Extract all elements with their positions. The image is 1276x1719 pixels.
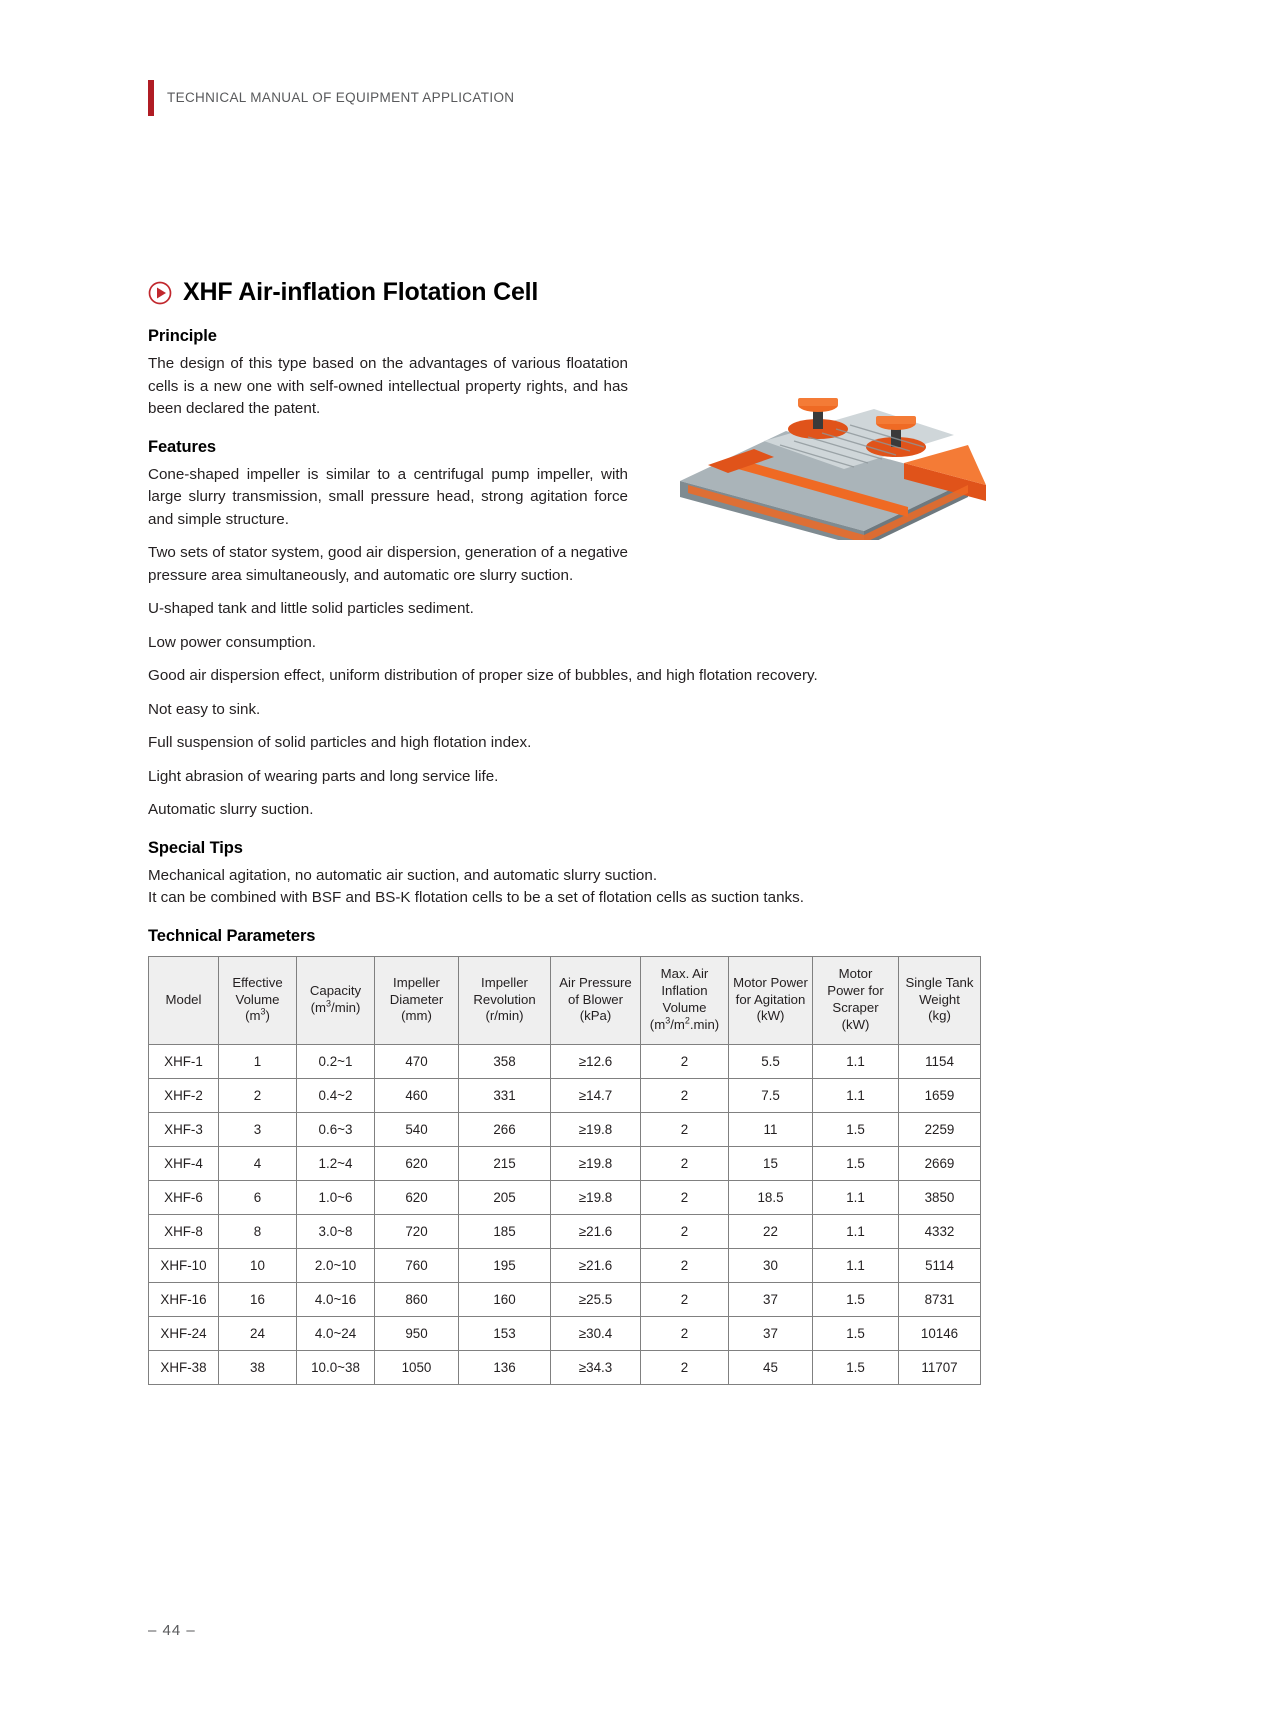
table-cell: 2 (641, 1180, 729, 1214)
principle-paragraph: The design of this type based on the advantages of various floatation cells is a new one with self-owned intellectual property rights, and has been declared the patent. (148, 355, 628, 417)
cell-model: XHF-4 (149, 1146, 219, 1180)
cell-model: XHF-2 (149, 1078, 219, 1112)
table-row (149, 1350, 981, 1384)
table-row (149, 1316, 981, 1350)
cell-model: XHF-24 (149, 1316, 219, 1350)
table-row (149, 1112, 981, 1146)
table-cell: 153 (459, 1316, 551, 1350)
table-cell: 18.5 (729, 1180, 813, 1214)
table-cell: 8731 (899, 1282, 981, 1316)
table-header-row (149, 956, 981, 1044)
table-cell: 2 (219, 1078, 297, 1112)
table-cell: 22 (729, 1214, 813, 1248)
cell-model: XHF-6 (149, 1180, 219, 1214)
section-title-row (148, 280, 1028, 305)
table-cell: 460 (375, 1078, 459, 1112)
table-cell: 4.0~24 (297, 1316, 375, 1350)
table-cell: 185 (459, 1214, 551, 1248)
cell-model: XHF-10 (149, 1248, 219, 1282)
column-header-impeller-revolution: Impeller Revolution (r/min) (459, 956, 551, 1044)
principle-heading: Principle (148, 327, 217, 345)
table-body (149, 1044, 981, 1384)
column-header-model: Model (149, 956, 219, 1044)
table-cell: 8 (219, 1214, 297, 1248)
table-cell: 540 (375, 1112, 459, 1146)
feature-item: Low power consumption. (148, 633, 316, 651)
table-cell: 1.1 (813, 1248, 899, 1282)
technical-parameters-heading: Technical Parameters (148, 926, 316, 945)
special-tips-heading: Special Tips (148, 838, 243, 857)
table-cell: 720 (375, 1214, 459, 1248)
table-cell: 2 (641, 1214, 729, 1248)
table-cell: 331 (459, 1078, 551, 1112)
table-cell: 15 (729, 1146, 813, 1180)
table-cell: 2 (641, 1248, 729, 1282)
table-cell: 3850 (899, 1180, 981, 1214)
table-cell: 195 (459, 1248, 551, 1282)
table-cell: 2 (641, 1146, 729, 1180)
table-cell: 37 (729, 1316, 813, 1350)
table-cell: 1.5 (813, 1282, 899, 1316)
table-cell: 1.5 (813, 1316, 899, 1350)
column-header-single-tank-weight: Single Tank Weight (kg) (899, 956, 981, 1044)
column-header-effective-volume: Effective Volume $(m^3)$ (219, 956, 297, 1044)
cell-model: XHF-38 (149, 1350, 219, 1384)
table-cell: 1154 (899, 1044, 981, 1078)
table-row (149, 1146, 981, 1180)
play-circle-icon (148, 281, 172, 305)
table-cell: 1.1 (813, 1078, 899, 1112)
main-content (148, 280, 1028, 1385)
table-cell: 1.5 (813, 1112, 899, 1146)
table-cell: ≥34.3 (551, 1350, 641, 1384)
table-cell: 24 (219, 1316, 297, 1350)
table-cell: 11707 (899, 1350, 981, 1384)
table-cell: 4332 (899, 1214, 981, 1248)
table-cell: 7.5 (729, 1078, 813, 1112)
table-cell: 10146 (899, 1316, 981, 1350)
table-cell: 1.0~6 (297, 1180, 375, 1214)
table-cell: 11 (729, 1112, 813, 1146)
table-cell: 0.6~3 (297, 1112, 375, 1146)
feature-item: Not easy to sink. (148, 700, 261, 718)
table-cell: 2.0~10 (297, 1248, 375, 1282)
table-cell: 950 (375, 1316, 459, 1350)
column-header-capacity: Capacity $(m^3/\min)$ (297, 956, 375, 1044)
table-cell: 160 (459, 1282, 551, 1316)
table-cell: 1.1 (813, 1044, 899, 1078)
technical-parameters-table-wrap (148, 956, 1028, 1385)
column-header-impeller-diameter: Impeller Diameter (mm) (375, 956, 459, 1044)
feature-item: Full suspension of solid particles and high flotation index. (148, 734, 532, 751)
table-cell: 215 (459, 1146, 551, 1180)
table-cell: 1.5 (813, 1350, 899, 1384)
table-cell: 1 (219, 1044, 297, 1078)
table-cell: ≥14.7 (551, 1078, 641, 1112)
table-cell: 2669 (899, 1146, 981, 1180)
feature-item: Cone-shaped impeller is similar to a centrifugal pump impeller, with large slurry transmission, small pressure head, strong agitation force and simple structure. (148, 465, 628, 528)
table-row (149, 1214, 981, 1248)
cell-model: XHF-16 (149, 1282, 219, 1316)
table-cell: 1659 (899, 1078, 981, 1112)
column-header-max-air-inflation-volume: Max. Air Inflation Volume $(m^3/m^2.\min)$ (641, 956, 729, 1044)
table-cell: 16 (219, 1282, 297, 1316)
table-row (149, 1078, 981, 1112)
table-cell: 5114 (899, 1248, 981, 1282)
feature-item: Two sets of stator system, good air dispersion, generation of a negative pressure area simultaneously, and automatic ore slurry suction. (148, 544, 628, 584)
table-cell: 1.5 (813, 1146, 899, 1180)
feature-item: Automatic slurry suction. (148, 801, 314, 818)
table-cell: 2 (641, 1112, 729, 1146)
table-cell: ≥30.4 (551, 1316, 641, 1350)
table-cell: 2 (641, 1350, 729, 1384)
feature-item: Light abrasion of wearing parts and long service life. (148, 767, 499, 785)
principle-block (148, 327, 628, 587)
header-accent-rule (148, 80, 154, 116)
table-cell: 5.5 (729, 1044, 813, 1078)
table-cell: 205 (459, 1180, 551, 1214)
table-cell: 2 (641, 1282, 729, 1316)
table-cell: ≥21.6 (551, 1248, 641, 1282)
cell-model: XHF-1 (149, 1044, 219, 1078)
page-title: XHF Air-inflation Flotation Cell (183, 278, 539, 306)
column-header-motor-power-for-scraper: Motor Power for Scraper (kW) (813, 956, 899, 1044)
table-cell: ≥19.8 (551, 1180, 641, 1214)
table-cell: 2 (641, 1078, 729, 1112)
table-cell: 38 (219, 1350, 297, 1384)
table-cell: 136 (459, 1350, 551, 1384)
feature-item: Good air dispersion effect, uniform distribution of proper size of bubbles, and high flotation recovery. (148, 667, 818, 684)
table-cell: ≥19.8 (551, 1112, 641, 1146)
special-tips-line-1: Mechanical agitation, no automatic air suction, and automatic slurry suction. (148, 866, 658, 884)
table-cell: ≥12.6 (551, 1044, 641, 1078)
table-row (149, 1248, 981, 1282)
table-cell: 620 (375, 1146, 459, 1180)
table-cell: 1.2~4 (297, 1146, 375, 1180)
table-cell: 0.4~2 (297, 1078, 375, 1112)
table-cell: 266 (459, 1112, 551, 1146)
technical-parameters-table (148, 956, 981, 1385)
table-row (149, 1282, 981, 1316)
page-number: – 44 – (148, 1622, 196, 1639)
table-cell: 3.0~8 (297, 1214, 375, 1248)
running-header-title: TECHNICAL MANUAL OF EQUIPMENT APPLICATION (167, 89, 515, 105)
table-cell: ≥25.5 (551, 1282, 641, 1316)
running-header (148, 80, 514, 116)
table-row (149, 1180, 981, 1214)
features-heading: Features (148, 437, 216, 456)
table-cell: 3 (219, 1112, 297, 1146)
cell-model: XHF-3 (149, 1112, 219, 1146)
table-row (149, 1044, 981, 1078)
table-cell: 10 (219, 1248, 297, 1282)
table-cell: ≥19.8 (551, 1146, 641, 1180)
table-cell: 30 (729, 1248, 813, 1282)
cell-model: XHF-8 (149, 1214, 219, 1248)
table-cell: 4 (219, 1146, 297, 1180)
table-cell: 620 (375, 1180, 459, 1214)
table-cell: 470 (375, 1044, 459, 1078)
feature-item: U-shaped tank and little solid particles sediment. (148, 600, 474, 617)
table-cell: ≥21.6 (551, 1214, 641, 1248)
table-cell: 37 (729, 1282, 813, 1316)
table-cell: 860 (375, 1282, 459, 1316)
table-cell: 2259 (899, 1112, 981, 1146)
table-cell: 760 (375, 1248, 459, 1282)
table-cell: 2 (641, 1044, 729, 1078)
column-header-motor-power-for-agitation: Motor Power for Agitation (kW) (729, 956, 813, 1044)
special-tips-line-2: It can be combined with BSF and BS-K flotation cells to be a set of flotation cells as suction tanks. (148, 889, 804, 906)
column-header-air-pressure-of-blower: Air Pressure of Blower (kPa) (551, 956, 641, 1044)
table-cell: 10.0~38 (297, 1350, 375, 1384)
table-cell: 1.1 (813, 1180, 899, 1214)
table-cell: 1050 (375, 1350, 459, 1384)
table-cell: 0.2~1 (297, 1044, 375, 1078)
table-cell: 6 (219, 1180, 297, 1214)
table-cell: 1.1 (813, 1214, 899, 1248)
table-cell: 2 (641, 1316, 729, 1350)
table-cell: 358 (459, 1044, 551, 1078)
table-cell: 4.0~16 (297, 1282, 375, 1316)
table-cell: 45 (729, 1350, 813, 1384)
